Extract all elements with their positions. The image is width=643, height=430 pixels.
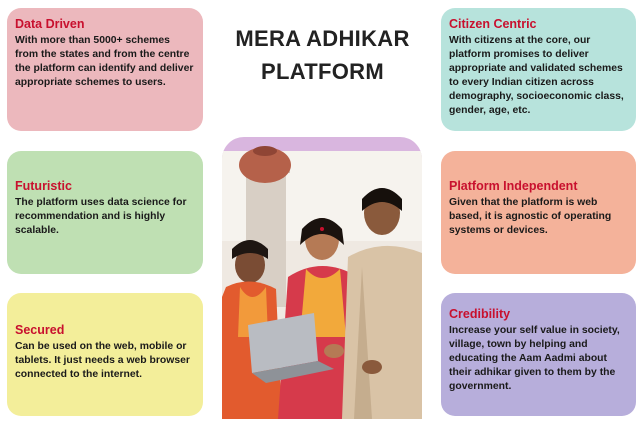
card-title-futuristic: Futuristic xyxy=(15,179,72,193)
card-secured xyxy=(7,293,203,416)
card-title-credibility: Credibility xyxy=(449,307,511,321)
card-credibility xyxy=(441,293,636,416)
card-title-data-driven: Data Driven xyxy=(15,17,85,31)
card-body-futuristic: The platform uses data science for recommendation and is highly scalable. xyxy=(15,197,187,236)
page-title-line2: PLATFORM xyxy=(261,59,384,84)
family-with-laptop-illustration xyxy=(222,137,422,419)
card-body-credibility: Increase your self value in society, village, town by helping and educating the Aam Aadmi about their adhikar given to them by the government. xyxy=(449,325,620,392)
card-title-platform-independent: Platform Independent xyxy=(449,179,578,193)
card-body-platform-independent: Given that the platform is web based, it is agnostic of operating systems or devices. xyxy=(449,197,612,236)
card-data-driven xyxy=(7,8,203,131)
card-title-citizen-centric: Citizen Centric xyxy=(449,17,537,31)
card-body-citizen-centric: With citizens at the core, our platform promises to deliver appropriate and validated schemes to every Indian citizen across demography, socioeconomic class, gender, age, etc. xyxy=(449,35,624,116)
page-title-line1: MERA ADHIKAR xyxy=(235,26,410,51)
card-platform-independent xyxy=(441,151,636,274)
card-futuristic xyxy=(7,151,203,274)
card-body-secured: Can be used on the web, mobile or tablets. It just needs a web browser connected to the internet. xyxy=(15,341,190,380)
card-body-data-driven: With more than 5000+ schemes from the states and from the centre the platform can identify and deliver appropriate schemes to users. xyxy=(15,35,194,88)
card-citizen-centric xyxy=(441,8,636,131)
card-title-secured: Secured xyxy=(15,323,65,337)
family-photo xyxy=(222,137,422,419)
page-title xyxy=(205,22,440,88)
